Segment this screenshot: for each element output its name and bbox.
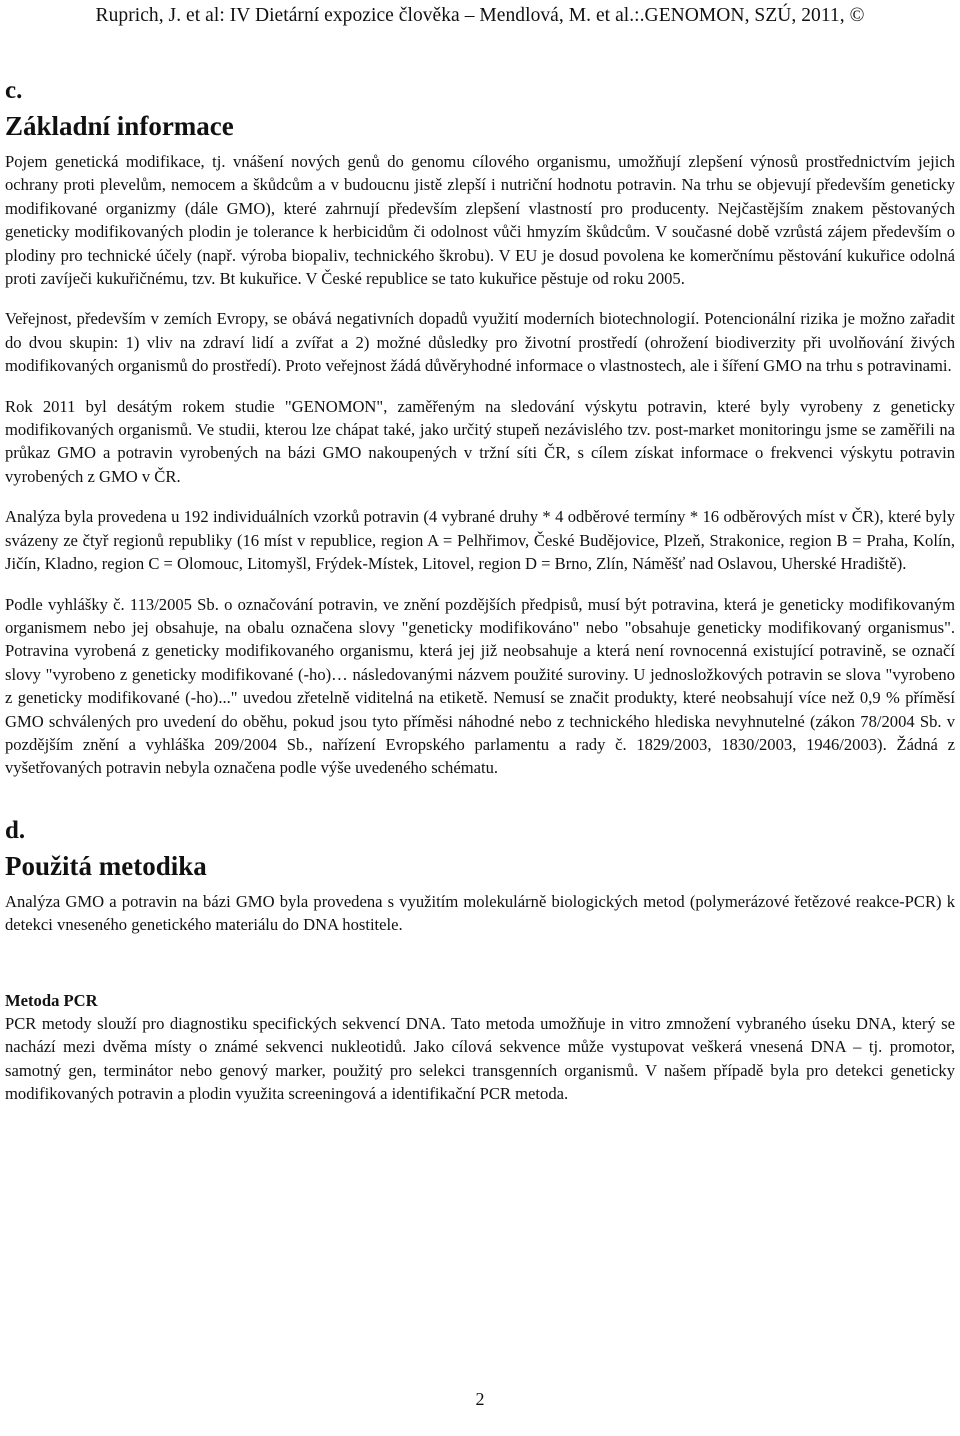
- section-title: Základní informace: [5, 111, 234, 141]
- section-title: Použitá metodika: [5, 850, 207, 881]
- paragraph: Analýza GMO a potravin na bázi GMO byla provedena s využitím molekulárně biologických metod (polymerázové řetězové reakce-PCR) k detekci vneseného genetického materiálu do DNA hostitele.: [5, 891, 955, 935]
- paragraph: Analýza byla provedena u 192 individuálních vzorků potravin (4 vybrané druhy * 4 odběrové termíny * 16 odběrových míst v ČR), které byly svázeny ze čtyř regionů republiky (16 míst v republice, region A = Pelhřimov, České Budějovice, Plzeň, Strakonice, region B = Praha, Kolín, Jičín, Kladno, region C = Olomouc, Litomyšl, Frýdek-Místek, Litovel, region D = Brno, Zlín, Náměšť nad Oslavou, Uherské Hradiště).: [5, 507, 955, 574]
- page-number: 2: [475, 1389, 485, 1409]
- paragraph: Rok 2011 byl desátým rokem studie "GENOMON", zaměřeným na sledování výskytu potravin, které byly vyrobeny z geneticky modifikovaných organismů. Ve studii, kterou lze chápat také, jako určitý stupeň nezávislého tzv. post-market monitoringu jsme se zaměřili na průkaz GMO a potravin vyrobených na bázi GMO nakoupených v tržní síti ČR, s cílem získat informace o frekvenci výskytu potravin vyrobených z GMO v ČR.: [5, 396, 955, 486]
- paragraph: Pojem genetická modifikace, tj. vnášení nových genů do genomu cílového organismu, umožňují zlepšení výnosů prostřednictvím jejich ochrany proti plevelům, nemocem a škůdcům a v budoucnu jistě zlepší i nutriční hodnotu potravin. Na trhu se objevují především geneticky modifikované organizmy (dále GMO), které zahrnují především zlepšení vlastností pro producenty. Nejčastějším znakem pěstovaných geneticky modifikovaných plodin je tolerance k herbicidům či odolnost vůči hmyzím škůdcům. V současné době vzrůstá zájem především o plodiny pro technické účely (např. výroba biopaliv, technického škrobu). V EU je dosud povolena ke komerčnímu pěstování kukuřice odolná proti zavíječi kukuřičnému, tzv. Bt kukuřice. V České republice se tato kukuřice pěstuje od roku 2005.: [5, 152, 955, 289]
- section-d: [5, 818, 955, 1106]
- subsection-pcr: [5, 989, 955, 1106]
- page-content: [5, 78, 955, 1106]
- section-letter: c.: [5, 77, 23, 104]
- running-header: Ruprich, J. et al: IV Dietární expozice člověka – Mendlová, M. et al.:.GENOMON, SZÚ, 2011, ©: [95, 5, 865, 26]
- section-letter: d.: [5, 816, 26, 844]
- subsection-title: Metoda PCR: [5, 990, 98, 1010]
- section-c: [5, 78, 955, 780]
- paragraph: Podle vyhlášky č. 113/2005 Sb. o označování potravin, ve znění pozdějších předpisů, musí být potravina, která je geneticky modifikovaným organismem nebo jej obsahuje, na obalu označena slovy "geneticky modifikováno" nebo "obsahuje geneticky modifikovaný organismus". Potravina vyrobená z geneticky modifikovaného organismu, která jej již neobsahuje a která není rovnocenná existující potravině, se označí slovy "vyrobeno z geneticky modifikované (-ho)… následovanými názvem použité suroviny. U jednosložkových potravin se slova "vyrobeno z geneticky modifikované (-ho)..." uvedou zřetelně viditelná na etiketě. Nemusí se značit produkty, které neobsahují více než 0,9 % příměsí GMO schválených pro uvedení do oběhu, pokud jsou tyto příměsi náhodné nebo z technického hlediska nevyhnutelné (zákon 78/2004 Sb. v pozdějším znění a vyhláška 209/2004 Sb., nařízení Evropského parlamentu a rady č. 1829/2003, 1830/2003, 1946/2003). Žádná z vyšetřovaných potravin nebyla označena podle výše uvedeného schématu.: [5, 594, 955, 778]
- paragraph: Veřejnost, především v zemích Evropy, se obává negativních dopadů využití moderních biotechnologií. Potencionální rizika je možno zařadit do dvou skupin: 1) vliv na zdraví lidí a zvířat a 2) možné důsledky pro životní prostředí (ohrožení biodiverzity při uvolňování živých modifikovaných organismů do prostředí). Proto veřejnost žádá důvěryhodné informace o vlastnostech, ale i šíření GMO na trhu s potravinami.: [5, 309, 955, 376]
- paragraph: PCR metody slouží pro diagnostiku specifických sekvencí DNA. Tato metoda umožňuje in vitro zmnožení vybraného úseku DNA, který se nachází mezi dvěma místy o známé sekvenci nukleotidů. Jako cílová sekvence může vystupovat veškerá vnesená DNA – tj. promotor, samotný gen, terminátor nebo genový marker, použitý pro selekci transgenních organismů. V našem případě byla pro detekci geneticky modifikovaných potravin a plodin využita screeningová a identifikační PCR metoda.: [5, 1013, 955, 1104]
